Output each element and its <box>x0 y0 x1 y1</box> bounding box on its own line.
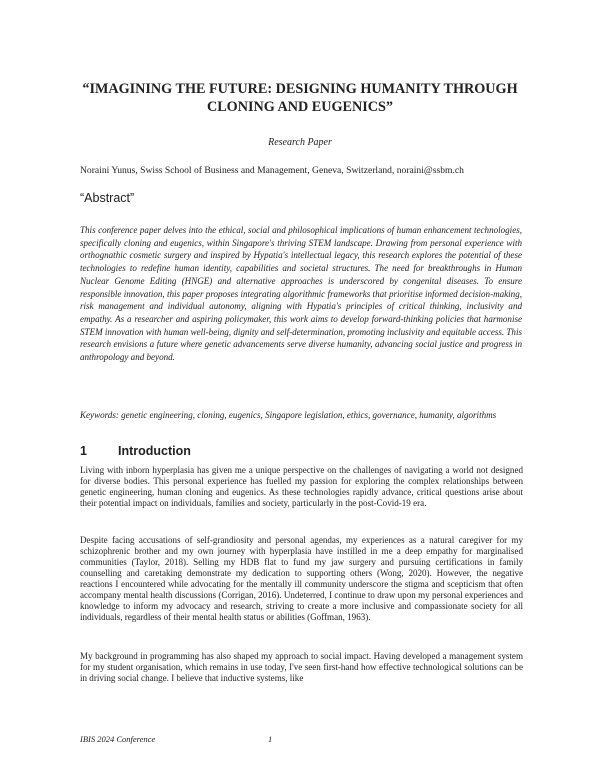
author-line: Noraini Yunus, Swiss School of Business and Management, Geneva, Switzerland, noraini@ssbm.ch <box>80 165 464 176</box>
keywords: Keywords: genetic engineering, cloning, eugenics, Singapore legislation, ethics, governance, humanity, algorithms <box>80 410 497 420</box>
abstract-heading: “Abstract” <box>80 191 135 205</box>
intro-paragraph-1: Living with inborn hyperplasia has given me a unique perspective on the challenges of navigating a world not designed for diverse bodies. This personal experience has fuelled my passion for exploring the complex relationships between genetic engineering, human cloning and eugenics. As these technologies rapidly advance, critical questions arise about their potential impact on individuals, families and society, particularly in the post-Covid-19 era. <box>80 465 523 508</box>
paper-title: “IMAGINING THE FUTURE: DESIGNING HUMANITY THROUGH CLONING AND EUGENICS” <box>82 81 518 115</box>
abstract-text: This conference paper delves into the ethical, social and philosophical implications of human enhancement technologies, specifically cloning and eugenics, within Singapore's thriving STEM landscape. Drawing from personal experience with orthognathic cosmetic surgery and inspired by Hypatia's intellectual legacy, this research explores the potential of these technologies to redefine human identity, capabilities and societal structures. The need for breakthroughs in Human Nuclear Genome Editing (HNGE) and alternative approaches is underscored by congenital diseases. To ensure responsible innovation, this paper proposes integrating algorithmic frameworks that prioritise informed decision-making, risk management and individual autonomy, aligning with Hypatia's principles of critical thinking, inclusivity and empathy. As a researcher and aspiring policymaker, this work aims to develop forward-thinking policies that harmonise STEM innovation with human well-being, dignity and self-determination, promoting inclusivity and equitable access. This research envisions a future where genetic advancements serve diverse humanity, advancing social justice and progress in anthropology and beyond. <box>80 225 522 363</box>
intro-paragraph-2: Despite facing accusations of self-grandiosity and personal agendas, my experiences as a natural caregiver for my schizophrenic brother and my own journey with hyperplasia have instilled in me a deep empathy for marginalised communities (Taylor, 2018). Selling my HDB flat to fund my jaw surgery and pursuing certifications in family counselling and caretaking demonstrate my dedication to supporting others (Wong, 2020). However, the negative reactions I encountered while advocating for the mentally ill community underscore the stigma and scepticism that often accompany mental health discussions (Corrigan, 2016). Undeterred, I continue to draw upon my personal experiences and knowledge to inform my advocacy and research, striving to create a more inclusive and compassionate society for all individuals, regardless of their mental health status or abilities (Goffman, 1963). <box>80 535 523 622</box>
paper-type: Research Paper <box>268 137 332 148</box>
section-title: Introduction <box>118 444 191 458</box>
section-heading-introduction <box>80 444 191 458</box>
section-number: 1 <box>80 444 87 458</box>
footer-conference: IBIS 2024 Conference <box>80 734 156 744</box>
intro-paragraph-3: My background in programming has also shaped my approach to social impact. Having developed a management system for my student organisation, which remains in use today, I've seen first-hand how effective technological solutions can be in driving social change. I believe that inductive systems, like <box>80 651 523 683</box>
footer-page-number: 1 <box>268 734 273 744</box>
